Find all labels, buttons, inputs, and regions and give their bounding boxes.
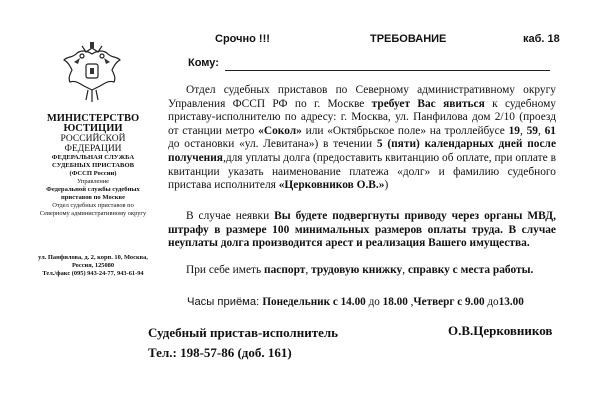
bold-run: Вы будете подвергнуты приводу через органы МВД, штрафу в размере 100 минимальных размеров оплаты труда. В случае неуплаты долга производится арест и реализация Вашего имущества. (168, 210, 556, 250)
ministry-line: СУДЕБНЫХ ПРИСТАВОВ (52, 162, 134, 169)
ministry-line: МИНИСТЕРСТВО (46, 113, 140, 124)
ministry-line: Отдел судебных приставов по (52, 202, 134, 209)
bold-run: справку с места работы. (407, 264, 534, 276)
bold-run: Четверг с 9.00 (413, 296, 485, 308)
address-line: Тел./факс (095) 943-24-77, 943-61-94 (42, 270, 144, 277)
ministry-line: Федеральной службы судебных (46, 186, 140, 193)
text-run: ) (384, 179, 389, 192)
text-run: до остановки «ул. Левитана») в течении (168, 138, 377, 151)
address-line: Россия, 125080 (71, 262, 115, 269)
ministry-line: Управление (76, 178, 110, 185)
text-run: , (407, 296, 414, 308)
text-run: к судебному приставу-исполнителю по адресу: г. Москва, ул. Панфилова дом 2/10 (проезд от станции метро (168, 97, 556, 137)
bailiff-block (148, 323, 338, 363)
ministry-block (38, 114, 148, 218)
bold-run: паспорт (264, 264, 306, 276)
text-run: до (484, 296, 499, 308)
bailiff-title: Судебный пристав-исполнитель (148, 325, 339, 340)
ministry-line: ФЕДЕРАЛЬНАЯ СЛУЖБА (51, 154, 135, 161)
text-run: или «Октябрьское поле» на троллейбусе (301, 124, 509, 137)
bold-run: требует Вас явиться (371, 97, 485, 110)
room-number: каб. 18 (523, 33, 560, 45)
bold-run: 61 (544, 124, 556, 137)
bold-run: Понедельник с 14.00 (262, 296, 366, 308)
address-block (28, 254, 158, 278)
ministry-line: (ФССП России) (69, 170, 117, 177)
text-run: В случае неявки (186, 210, 275, 222)
bold-run: 59 (526, 124, 538, 137)
text-run: до (365, 296, 383, 308)
ministry-line: приставов по Москве (60, 194, 126, 201)
documents-paragraph (168, 264, 556, 278)
reception-hours (187, 296, 524, 308)
bold-run: 13.00 (498, 296, 524, 308)
warning-paragraph (168, 210, 556, 251)
bold-run: 5 (пяти) календарных дней после получения (168, 138, 556, 164)
text-run: Отдел судебных приставов по Северному административному округу Управления ФССП РФ по г. Москве (168, 84, 556, 110)
recipient-line (225, 70, 550, 71)
bold-run: 19 (508, 124, 520, 137)
text-run: , (538, 124, 545, 137)
text-run: , (402, 264, 408, 276)
urgent-label: Срочно !!! (215, 33, 270, 45)
bailiff-name: О.В.Церковников (448, 323, 553, 338)
coat-of-arms-emblem (60, 40, 124, 110)
bold-run: «Сокол» (258, 124, 302, 137)
address-line: ул. Панфилова, д. 2, корп. 10, Москва, (38, 254, 148, 261)
ministry-line: РОССИЙСКОЙ (60, 134, 126, 144)
text-run: При себе иметь (186, 264, 265, 276)
bold-run: трудовую книжку (311, 264, 403, 276)
text-run: ,для уплаты долга (предоставить квитанцию об оплате, при оплате в квитанции указать наименование платежа «долг» и фамилию судебного пристава исполнителя (168, 151, 556, 192)
hours-label: Часы приёма: (187, 296, 263, 308)
bold-run: «Церковников О.В.» (278, 179, 385, 192)
ministry-line: ФЕДЕРАЦИИ (64, 144, 122, 154)
text-run: , (520, 124, 527, 137)
ministry-line: Северному административному округу (39, 210, 147, 217)
bailiff-phone: Тел.: 198-57-86 (доб. 161) (148, 345, 292, 360)
to-label: Кому: (188, 57, 219, 69)
ministry-line: ЮСТИЦИИ (63, 123, 123, 134)
document-title: ТРЕБОВАНИЕ (370, 33, 447, 45)
main-paragraph (168, 84, 556, 193)
text-run: , (305, 264, 312, 276)
bold-run: 18.00 (382, 296, 408, 308)
